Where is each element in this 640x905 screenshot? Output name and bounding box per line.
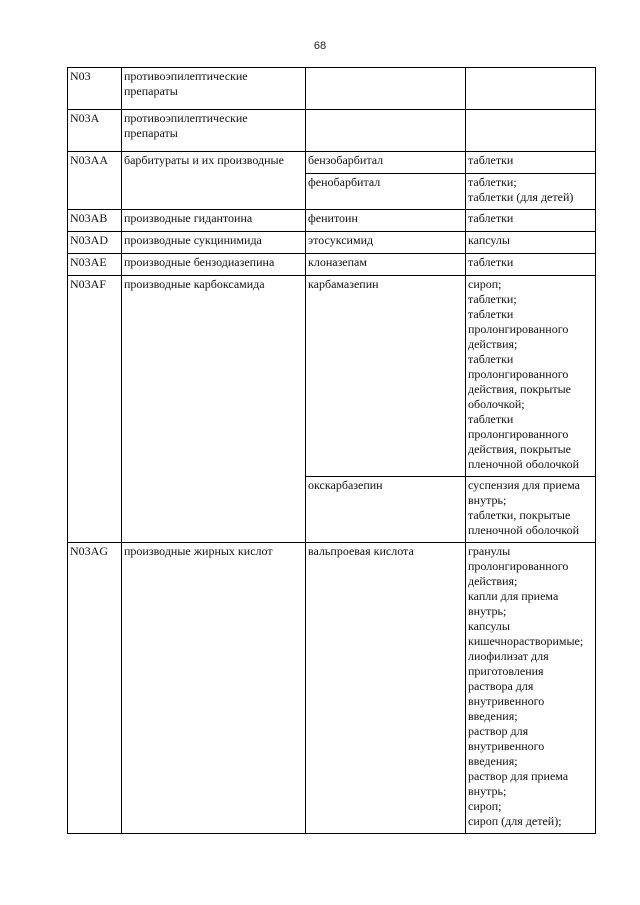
drug-name-cell: бензобарбитал [306,152,466,174]
drug-classification-table [67,67,596,834]
page-number: 68 [313,40,327,52]
dosage-forms-cell: капсулы [466,232,596,254]
drug-name-cell: фенобарбитал [306,174,466,210]
dosage-forms-cell: таблетки [466,254,596,276]
dosage-forms-cell: суспензия для приема внутрь; таблетки, покрытые пленочной оболочкой [466,477,596,543]
drug-name-cell: окскарбазепин [306,477,466,543]
drug-name-cell: фенитоин [306,210,466,232]
dosage-forms-cell: сироп; таблетки; таблетки пролонгированного действия; таблетки пролонгированного действия, покрытые оболочкой; таблетки пролонгированного действия, покрытые пленочной оболочкой [466,276,596,477]
group-name-cell: противоэпилептические препараты [122,110,306,152]
atc-code-cell: N03AA [68,152,122,210]
group-name-cell: противоэпилептические препараты [122,68,306,110]
dosage-forms-cell [466,110,596,152]
atc-code-cell: N03AE [68,254,122,276]
table-row-n03 [68,68,596,110]
group-name-cell: производные карбоксамида [122,276,306,543]
table-row-n03ag [68,543,596,834]
drug-name-cell: этосуксимид [306,232,466,254]
atc-code-cell: N03AF [68,276,122,543]
drug-name-cell [306,110,466,152]
table-row-n03ab [68,210,596,232]
dosage-forms-cell: гранулы пролонгированного действия; капли для приема внутрь; капсулы кишечнорастворимые; лиофилизат для приготовления раствора для внутривенного введения; раствор для внутривенного введения; раствор для приема внутрь; сироп; сироп (для детей); [466,543,596,834]
atc-code-cell: N03AG [68,543,122,834]
group-name-cell: производные гидантоина [122,210,306,232]
group-name-cell: производные жирных кислот [122,543,306,834]
table-row-n03af [68,276,596,477]
drug-name-cell [306,68,466,110]
atc-code-cell: N03A [68,110,122,152]
group-name-cell: производные сукцинимида [122,232,306,254]
table-row-n03a [68,110,596,152]
group-name-cell: производные бензодиазепина [122,254,306,276]
drug-name-cell: клоназепам [306,254,466,276]
atc-code-cell: N03 [68,68,122,110]
table-row-n03ad [68,232,596,254]
dosage-forms-cell: таблетки [466,152,596,174]
dosage-forms-cell: таблетки [466,210,596,232]
dosage-forms-cell: таблетки; таблетки (для детей) [466,174,596,210]
table-row-n03ae [68,254,596,276]
drug-name-cell: карбамазепин [306,276,466,477]
atc-code-cell: N03AD [68,232,122,254]
group-name-cell: барбитураты и их производные [122,152,306,210]
table-row-n03aa [68,152,596,174]
atc-code-cell: N03AB [68,210,122,232]
dosage-forms-cell [466,68,596,110]
drug-name-cell: вальпроевая кислота [306,543,466,834]
